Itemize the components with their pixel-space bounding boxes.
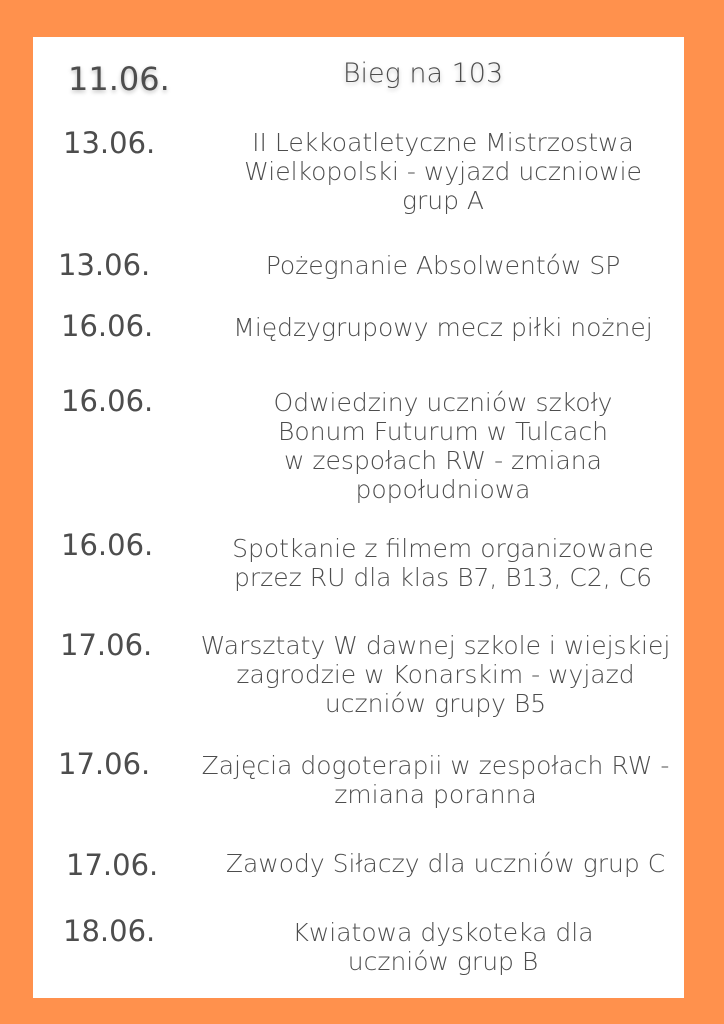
event-title: Odwiedziny uczniów szkoły Bonum Futurum w Tulcach w zespołach RW - zmiana popołudniowa	[273, 388, 613, 504]
event-title: Zawody Siłaczy dla uczniów grup C	[225, 849, 666, 878]
schedule-sheet	[33, 37, 684, 998]
event-title: II Lekkoatletyczne Mistrzostwa Wielkopolski - wyjazd uczniowie grup A	[244, 128, 642, 215]
event-title: Pożegnanie Absolwentów SP	[265, 251, 621, 280]
event-date: 11.06.	[68, 60, 170, 98]
event-date: 16.06.	[61, 309, 154, 343]
event-title: Kwiatowa dyskoteka dla uczniów grup B	[292, 918, 594, 976]
event-date: 13.06.	[63, 126, 156, 160]
event-date: 17.06.	[60, 628, 153, 662]
event-date: 17.06.	[66, 848, 159, 882]
event-title: Warsztaty W dawnej szkole i wiejskiej zagrodzie w Konarskim - wyjazd uczniów grupy B5	[200, 631, 671, 718]
event-date: 18.06.	[63, 914, 156, 948]
event-title: Bieg na 103	[342, 58, 504, 89]
event-date: 16.06.	[61, 528, 154, 562]
event-title: Zajęcia dogoterapii w zespołach RW - zmiana poranna	[201, 751, 670, 809]
event-date: 13.06.	[58, 248, 151, 282]
event-title: Spotkanie z filmem organizowane przez RU dla klas B7, B13, C2, C6	[232, 534, 654, 592]
event-date: 16.06.	[61, 384, 154, 418]
event-title: Międzygrupowy mecz piłki nożnej	[233, 313, 653, 342]
event-date: 17.06.	[58, 747, 151, 781]
